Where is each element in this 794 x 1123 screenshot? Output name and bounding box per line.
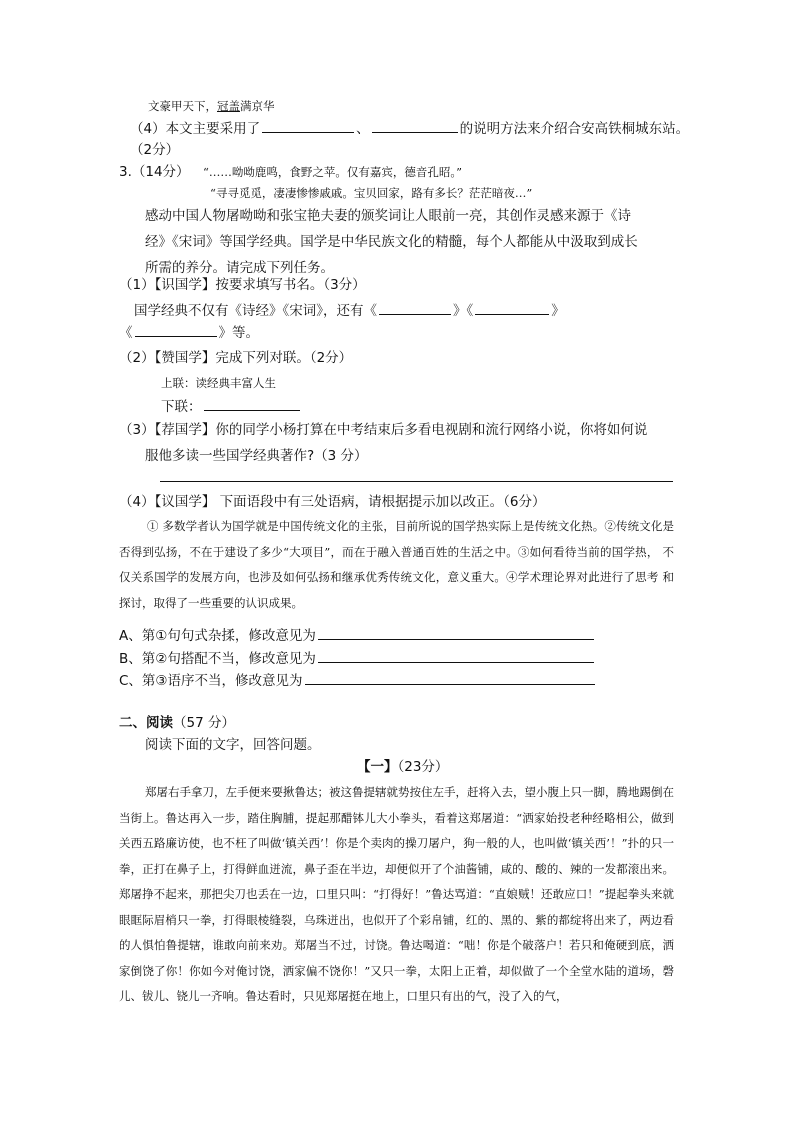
q2-4-score: （2分）: [130, 142, 180, 158]
couplet-lower: [161, 396, 302, 417]
q2-4-sep: 、: [356, 121, 370, 137]
q3-number: 3.（14分）: [119, 164, 190, 180]
part-score: （23分）: [397, 759, 449, 775]
option-a-label: A、第①句句式杂揉，修改意见为: [119, 628, 316, 644]
couplet-lower-label: 下联：: [161, 399, 202, 415]
book-name-blank[interactable]: [135, 322, 217, 337]
option-b-label: B、第②句搭配不当，修改意见为: [119, 651, 316, 667]
part-heading: [357, 757, 448, 777]
q2-4-suffix: 的说明方法来介绍合安高铁桐城东站。: [459, 121, 690, 137]
task4-title: （4）【议国学】 下面语段中有三处语病，请根据提示加以改正。（6分）: [119, 494, 546, 510]
quote-part-a: 文豪甲天下，: [148, 99, 217, 113]
quote-part-c: 满京华: [240, 99, 275, 113]
task1-title: （1）【识国学】按要求填写书名。（3分）: [119, 277, 366, 293]
quote-part-b: 冠盖: [217, 99, 240, 113]
revision-blank[interactable]: [318, 625, 594, 640]
task1-text: 《: [119, 325, 133, 341]
option-a: [119, 625, 596, 646]
part-title: 【一】: [357, 759, 398, 775]
task3-line: 服他多读一些国学经典著作?（3 分）: [145, 448, 368, 464]
q3-intro-line: 所需的养分。请完成下列任务。: [145, 260, 334, 276]
section-title: 二、阅读: [119, 715, 173, 731]
task3-line: （3）【荐国学】你的同学小杨打算在中考结束后多看电视剧和流行网络小说，你将如何说: [119, 422, 648, 438]
revision-blank[interactable]: [305, 670, 595, 685]
task1-text: 》等。: [218, 325, 259, 341]
book-name-blank[interactable]: [379, 300, 451, 315]
couplet-upper: 上联：读经典丰富人生: [161, 376, 276, 390]
section-heading: [119, 713, 235, 733]
task3-question: [119, 417, 689, 469]
option-b: [119, 648, 596, 669]
poem-quote-2: “寻寻觅觅，凄凄惨惨戚戚。宝贝回家，路有多长？茫茫暗夜…”: [210, 186, 533, 200]
task1-line2: [119, 322, 259, 343]
task4-passage: ① 多数学者认为国学就是中国传统文化的主张，目前所说的国学热实际上是传统文化热。②传统文化是否得到弘扬，不在于建设了多少“大项目”，而在于融入普通百姓的生活之中。③如何看待当前的国学热， 不仅关系国学的发展方向，也涉及如何弘扬和继承优秀传统文化，意义重大。④学术理论界对此进行了思考 和探讨，取得了一些重要的认识成果。: [119, 519, 674, 610]
revision-blank[interactable]: [318, 648, 594, 663]
answer-blank[interactable]: [372, 118, 458, 133]
book-name-blank[interactable]: [475, 300, 549, 315]
answer-blank[interactable]: [262, 118, 354, 133]
task2-title: （2）【赞国学】完成下列对联。（2分）: [119, 350, 353, 366]
couplet-answer-blank[interactable]: [204, 396, 300, 411]
task1-line1: [134, 300, 565, 321]
option-c: [119, 670, 597, 691]
task1-text: 》《: [453, 303, 474, 319]
q3-intro: [145, 203, 685, 281]
section-score: （57 分）: [173, 715, 235, 731]
poem-quote-1: “……呦呦鹿鸣，食野之苹。仅有嘉宾，德音孔昭。”: [203, 165, 463, 179]
task1-text: 国学经典不仅有《诗经》《宋词》，还有《: [134, 303, 377, 319]
q2-4-prefix: （4）本文主要采用了: [130, 121, 261, 137]
q3-intro-line: 经》《宋词》等国学经典。国学是中华民族文化的精髓，每个人都能从中汲取到成长: [145, 234, 638, 250]
q2-4-line: [130, 118, 689, 139]
reading-passage: 郑屠右手拿刀，左手便来要揪鲁达；被这鲁提辖就势按住左手，赶将入去，望小腹上只一脚，腾地踢倒在当街上。鲁达再入一步，踏住胸脯，提起那醋钵儿大小拳头，看着这郑屠道：“洒家始投老种经略相公，做到关西五路廉访使，也不枉了叫做‘镇关西’！你是个卖肉的操刀屠户，狗一般的人，也叫做‘镇关西’！”扑的只一拳，正打在鼻子上，打得鲜血迸流，鼻子歪在半边，却便似开了个油酱铺，咸的、酸的、辣的一发都滚出来。郑屠挣不起来，那把尖刀也丢在一边，口里只叫：“打得好！”鲁达骂道：“直娘贼！还敢应口！”提起拳头来就眼眶际眉梢只一拳，打得眼棱缝裂，乌珠迸出，也似开了个彩帛铺，红的、黑的、紫的都绽将出来了，两边看的人惧怕鲁提辖，谁敢向前来劝。郑屠当不过，讨饶。鲁达喝道：“咄！你是个破落户！若只和俺硬到底，洒家倒饶了你！你如今对俺讨饶，洒家偏不饶你！”又只一拳，太阳上正着，却似做了一个全堂水陆的道场，磬儿、钹儿、铙儿一齐响。鲁达看时，只见郑屠挺在地上，口里只有出的气，没了入的气，: [119, 785, 674, 1003]
poem-quote-line: [148, 96, 275, 116]
reading-instruction: 阅读下面的文字，回答问题。: [145, 737, 321, 753]
option-c-label: C、第③语序不当，修改意见为: [119, 673, 303, 689]
answer-line[interactable]: [160, 481, 673, 482]
task1-text: 》: [551, 303, 565, 319]
q3-intro-line: 感动中国人物屠呦呦和张宝艳夫妻的颁奖词让人眼前一亮，其创作灵感来源于《诗: [145, 208, 631, 224]
